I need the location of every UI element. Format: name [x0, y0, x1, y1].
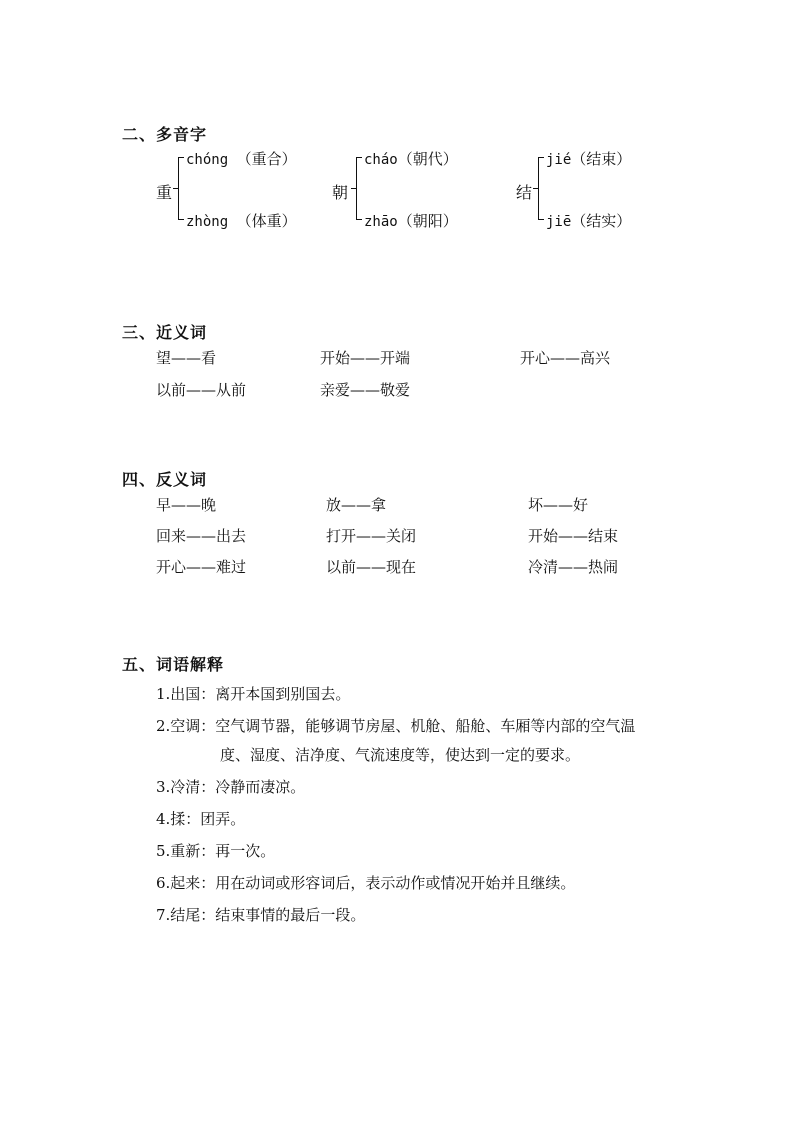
pinyin: chóng [186, 152, 229, 168]
pinyin: zhāo [364, 214, 398, 230]
example-word: （结实） [571, 212, 632, 230]
word-pair: 早——晚 [156, 496, 217, 514]
section-title-synonyms: 三、近义词 [122, 323, 208, 342]
section-title-antonyms: 四、反义词 [122, 470, 208, 489]
reading [364, 210, 458, 231]
reading [186, 210, 297, 231]
reading [546, 210, 631, 231]
example-word: （结束） [571, 150, 632, 168]
pinyin: cháo [364, 152, 398, 168]
word-pair: 打开——关闭 [326, 527, 417, 545]
polyphone-char: 朝 [332, 183, 349, 202]
word-pair: 开心——高兴 [520, 349, 611, 367]
example-word: （体重） [236, 212, 297, 230]
definition-item-continued: 度、湿度、洁净度、气流速度等，使达到一定的要求。 [220, 746, 581, 764]
definition-item: 2.空调：空气调节器，能够调节房屋、机舱、船舱、车厢等内部的空气温 [156, 717, 636, 735]
word-pair: 亲爱——敬爱 [320, 381, 411, 399]
polyphone-char: 重 [156, 183, 173, 202]
definition-item: 1.出国：离开本国到别国去。 [156, 685, 351, 703]
word-pair: 开始——开端 [320, 349, 411, 367]
word-pair: 放——拿 [326, 496, 387, 514]
word-pair: 以前——从前 [156, 381, 247, 399]
word-pair: 望——看 [156, 349, 217, 367]
pinyin: zhòng [186, 214, 229, 230]
definition-item: 3.冷清：冷静而凄凉。 [156, 778, 306, 796]
section-title-polyphones: 二、多音字 [122, 125, 208, 144]
pinyin: jiē [546, 214, 572, 230]
reading [364, 148, 458, 169]
definition-item: 5.重新：再一次。 [156, 842, 276, 860]
example-word: （重合） [236, 150, 297, 168]
word-pair: 坏——好 [528, 496, 589, 514]
word-pair: 冷清——热闹 [528, 558, 619, 576]
definition-item: 4.揉：团弄。 [156, 810, 246, 828]
example-word: （朝阳） [397, 212, 458, 230]
reading [546, 148, 631, 169]
polyphone-char: 结 [516, 183, 533, 202]
pinyin: jié [546, 152, 572, 168]
reading [186, 148, 297, 169]
definition-item: 6.起来：用在动词或形容词后，表示动作或情况开始并且继续。 [156, 874, 576, 892]
section-title-definitions: 五、词语解释 [122, 655, 225, 674]
word-pair: 回来——出去 [156, 527, 247, 545]
definition-item: 7.结尾：结束事情的最后一段。 [156, 906, 366, 924]
example-word: （朝代） [397, 150, 458, 168]
word-pair: 以前——现在 [326, 558, 417, 576]
word-pair: 开始——结束 [528, 527, 619, 545]
word-pair: 开心——难过 [156, 558, 247, 576]
